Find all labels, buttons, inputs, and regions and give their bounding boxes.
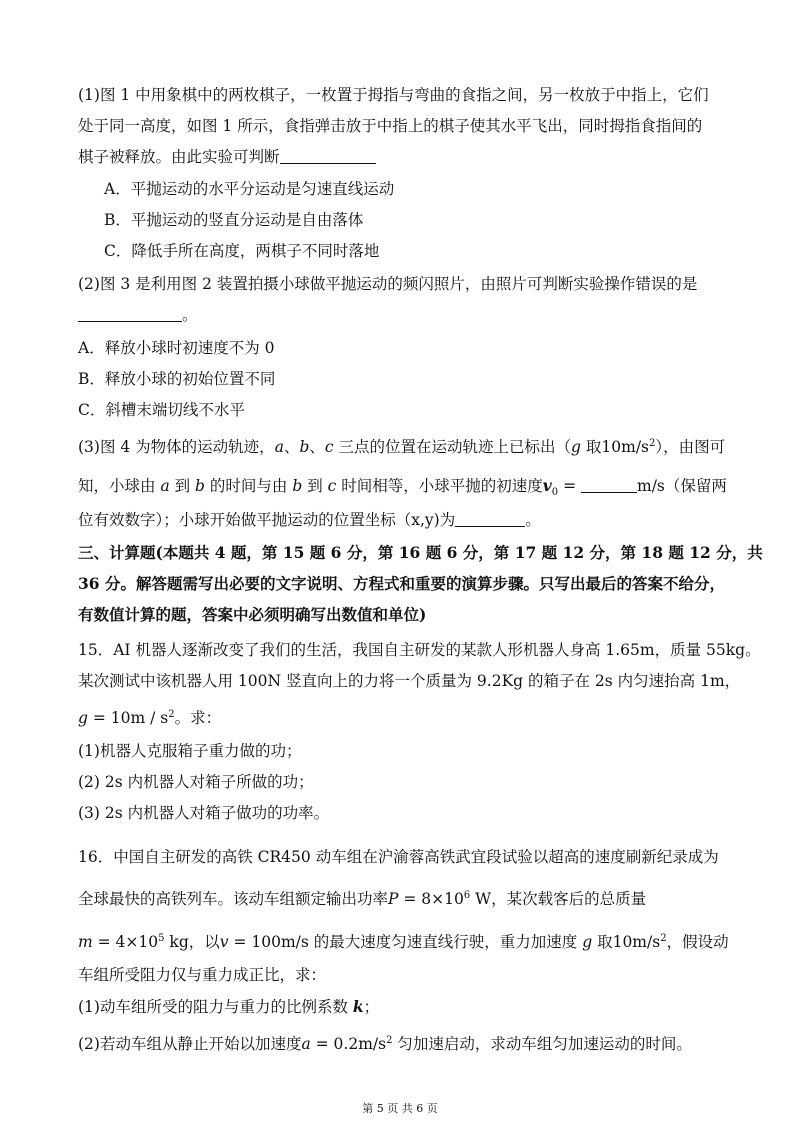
point-a: a xyxy=(274,438,284,457)
q2-line-1: (2)图 3 是利用图 2 装置拍摄小球做平抛运动的频闪照片，由照片可判断实验操作错误的是 xyxy=(78,275,698,293)
q3-text: 。 xyxy=(525,511,541,529)
q3-line-1 xyxy=(78,433,738,458)
q3-text: 时间相等，小球平抛的初速度 xyxy=(336,477,543,495)
point-b: b xyxy=(292,477,303,495)
q16-text: (1)动车组所受的阻力与重力的比例系数 xyxy=(78,998,353,1016)
point-b: b xyxy=(195,477,205,495)
q3-text: 知，小球由 xyxy=(78,477,161,495)
q15-sub-1: (1)机器人克服箱子重力做的功； xyxy=(78,742,302,760)
mass-value: = 4×10 xyxy=(92,933,159,952)
q16-text: 匀加速启动，求动车组匀加速运动的时间。 xyxy=(392,1035,692,1054)
coefficient-symbol: k xyxy=(352,997,364,1016)
q16-text: ，某次载客后的总质量 xyxy=(491,890,647,909)
q16-line-3 xyxy=(78,928,738,953)
q3-text: 三点的位置在运动轨迹上已标出（ xyxy=(333,438,572,457)
q16-sub-1 xyxy=(78,996,738,1018)
point-a: a xyxy=(160,477,170,495)
q2-option-b: B．释放小球的初始位置不同 xyxy=(78,370,276,388)
q16-text: 全球最快的高铁列车。该动车组额定输出功率 xyxy=(78,890,389,909)
q16-text: (2)若动车组从静止开始以加速度 xyxy=(78,1035,302,1054)
acceleration-value: = 0.2m/s xyxy=(310,1035,387,1054)
velocity-subscript: 0 xyxy=(551,487,559,499)
section-3-header-2: 36 分。解答题需写出必要的文字说明、方程式和重要的演算步骤。只写出最后的答案不给分， xyxy=(78,574,725,593)
q3-sep: 、 xyxy=(283,438,300,457)
q1-line-1: (1)图 1 中用象棋中的两枚棋子，一枚置于拇指与弯曲的食指之间，另一枚放于中指上，它们 xyxy=(78,86,709,104)
section-3-header-1: 三、计算题(本题共 4 题，第 15 题 6 分，第 16 题 6 分，第 17 题 12 分，第 18 题 12 分，共 xyxy=(78,543,763,562)
q3-text: 到 xyxy=(169,477,196,495)
q15-sub-3: (3) 2s 内机器人对箱子做功的功率。 xyxy=(78,804,330,822)
exponent: 2 xyxy=(649,438,656,449)
q15-text: 。求： xyxy=(174,709,222,728)
page-footer: 第 5 页 共 6 页 xyxy=(362,1102,438,1115)
q1-stem-end: 棋子被释放。由此实验可判断 xyxy=(78,148,280,166)
q2-option-c: C．斜槽末端切线不水平 xyxy=(78,401,245,419)
q15-sub-2: (2) 2s 内机器人对箱子所做的功； xyxy=(78,773,314,791)
q3-text: (3)图 4 为物体的运动轨迹， xyxy=(78,438,275,457)
exponent: 6 xyxy=(463,890,471,901)
q16-line-1: 16．中国自主研发的高铁 CR450 动车组在沪渝蓉高铁武宜段试验以超高的速度刷新纪录成为 xyxy=(78,848,719,866)
q3-text: 取 xyxy=(580,438,602,457)
q3-line-2 xyxy=(78,475,738,504)
q1-option-c: C．降低手所在高度，两棋子不同时落地 xyxy=(104,242,380,260)
q15-line-2: 某次测试中该机器人用 100N 竖直向上的力将一个质量为 9.2Kg 的箱子在 2s 内匀速抬高 1m， xyxy=(78,672,741,690)
q1-line-3 xyxy=(78,146,738,168)
q3-text: 位有效数字）；小球开始做平抛运动的位置坐标（x,y)为 xyxy=(78,511,456,529)
exponent: 5 xyxy=(158,933,165,944)
section-3-header-3: 有数值计算的题，答案中必须明确写出数值和单位) xyxy=(78,605,427,624)
q16-line-4: 车组所受阻力仅与重力成正比，求： xyxy=(78,966,327,984)
q3-velocity-blank[interactable] xyxy=(581,476,637,493)
q1-option-a: A．平抛运动的水平分运动是匀速直线运动 xyxy=(104,180,395,198)
q3-sep: 、 xyxy=(309,438,325,457)
q16-text: ； xyxy=(363,998,380,1016)
exponent: 2 xyxy=(386,1035,393,1046)
q16-sub-2 xyxy=(78,1030,738,1055)
q1-line-2: 处于同一高度，如图 1 所示，食指弹击放于中指上的棋子使其水平飞出，同时拇指食指间的 xyxy=(78,117,703,135)
mass-symbol: m xyxy=(78,933,93,952)
q15-line-1: 15．AI 机器人逐渐改变了我们的生活，我国自主研发的某款人形机器人身高 1.65m，质量 55kg。 xyxy=(78,641,761,659)
q15-line-3 xyxy=(78,704,738,729)
q16-text: ，假设动 xyxy=(666,933,729,952)
q1-option-b: B．平抛运动的竖直分运动是自由落体 xyxy=(104,211,364,229)
point-b: b xyxy=(299,438,310,457)
q16-text: 的最大速度匀速直线行驶，重力加速度 xyxy=(308,933,583,952)
q16-line-2 xyxy=(78,885,738,910)
q1-answer-blank[interactable] xyxy=(280,147,376,164)
q3-text: 到 xyxy=(302,477,328,495)
gravity-symbol: g xyxy=(78,709,88,728)
q2-answer-blank[interactable] xyxy=(78,305,182,322)
power-symbol: P xyxy=(388,890,399,909)
velocity-symbol: v xyxy=(219,933,229,952)
q2-period: 。 xyxy=(182,306,198,324)
q3-line-3 xyxy=(78,509,738,531)
gravity-symbol: g xyxy=(571,438,581,457)
gravity-symbol: g xyxy=(582,933,593,952)
equals-sign: = xyxy=(558,477,581,495)
power-value: = 8×10 xyxy=(398,890,464,909)
q16-text: ，以 xyxy=(188,933,220,952)
q3-position-blank[interactable] xyxy=(455,510,525,527)
q2-line-2 xyxy=(78,304,738,326)
point-c: c xyxy=(324,438,334,457)
acceleration-symbol: a xyxy=(301,1035,311,1054)
q3-text: m/s（保留两 xyxy=(637,477,727,495)
velocity-value: = 100m/s xyxy=(228,933,309,952)
point-c: c xyxy=(327,477,337,495)
q3-text: ），由图可 xyxy=(655,438,726,457)
q2-option-a: A．释放小球时初速度不为 0 xyxy=(78,339,275,357)
gravity-value: 10m/s xyxy=(601,438,650,457)
gravity-value: 10m/s xyxy=(612,933,661,952)
exponent: 2 xyxy=(660,933,667,944)
power-unit: W xyxy=(470,890,492,909)
q3-text: 的时间与由 xyxy=(204,477,293,495)
q16-text: 取 xyxy=(592,933,613,952)
velocity-symbol: v xyxy=(542,476,552,495)
exponent: 2 xyxy=(168,709,175,720)
gravity-value: = 10m / s xyxy=(87,709,169,728)
mass-unit: kg xyxy=(164,933,189,952)
